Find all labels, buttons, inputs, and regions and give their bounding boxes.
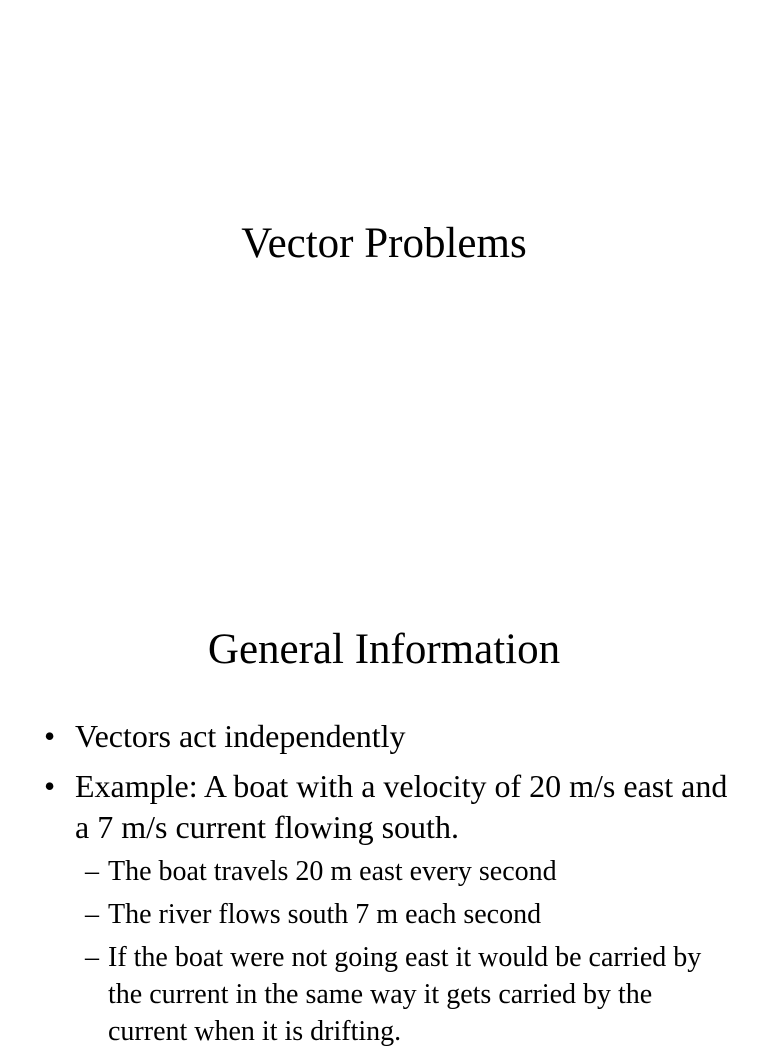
sub-bullet-item: [85, 853, 725, 890]
sub-bullet-text: The river flows south 7 m each second: [108, 899, 542, 930]
sub-bullet-item: [85, 939, 725, 1050]
sub-bullet-text: If the boat were not going east it would be carried by the current in the same way it gets carried by the current when it is drifting.: [108, 942, 702, 1047]
sub-bullet-text: The boat travels 20 m east every second: [108, 856, 557, 887]
slide-title-vector-problems: Vector Problems: [241, 220, 527, 267]
bullet-marker: •: [44, 768, 56, 804]
slide-title-general-information: General Information: [207, 626, 561, 673]
sub-bullet-marker: –: [85, 942, 99, 973]
bullet-item: [44, 716, 734, 757]
bullet-item: [44, 766, 734, 848]
bullet-text: Vectors act independently: [75, 718, 406, 754]
sub-bullet-marker: –: [85, 856, 99, 887]
sub-bullet-marker: –: [85, 899, 99, 930]
sub-bullet-item: [85, 896, 725, 933]
bullet-marker: •: [44, 718, 56, 754]
bullet-text: Example: A boat with a velocity of 20 m/s east and a 7 m/s current flowing south.: [75, 768, 728, 845]
